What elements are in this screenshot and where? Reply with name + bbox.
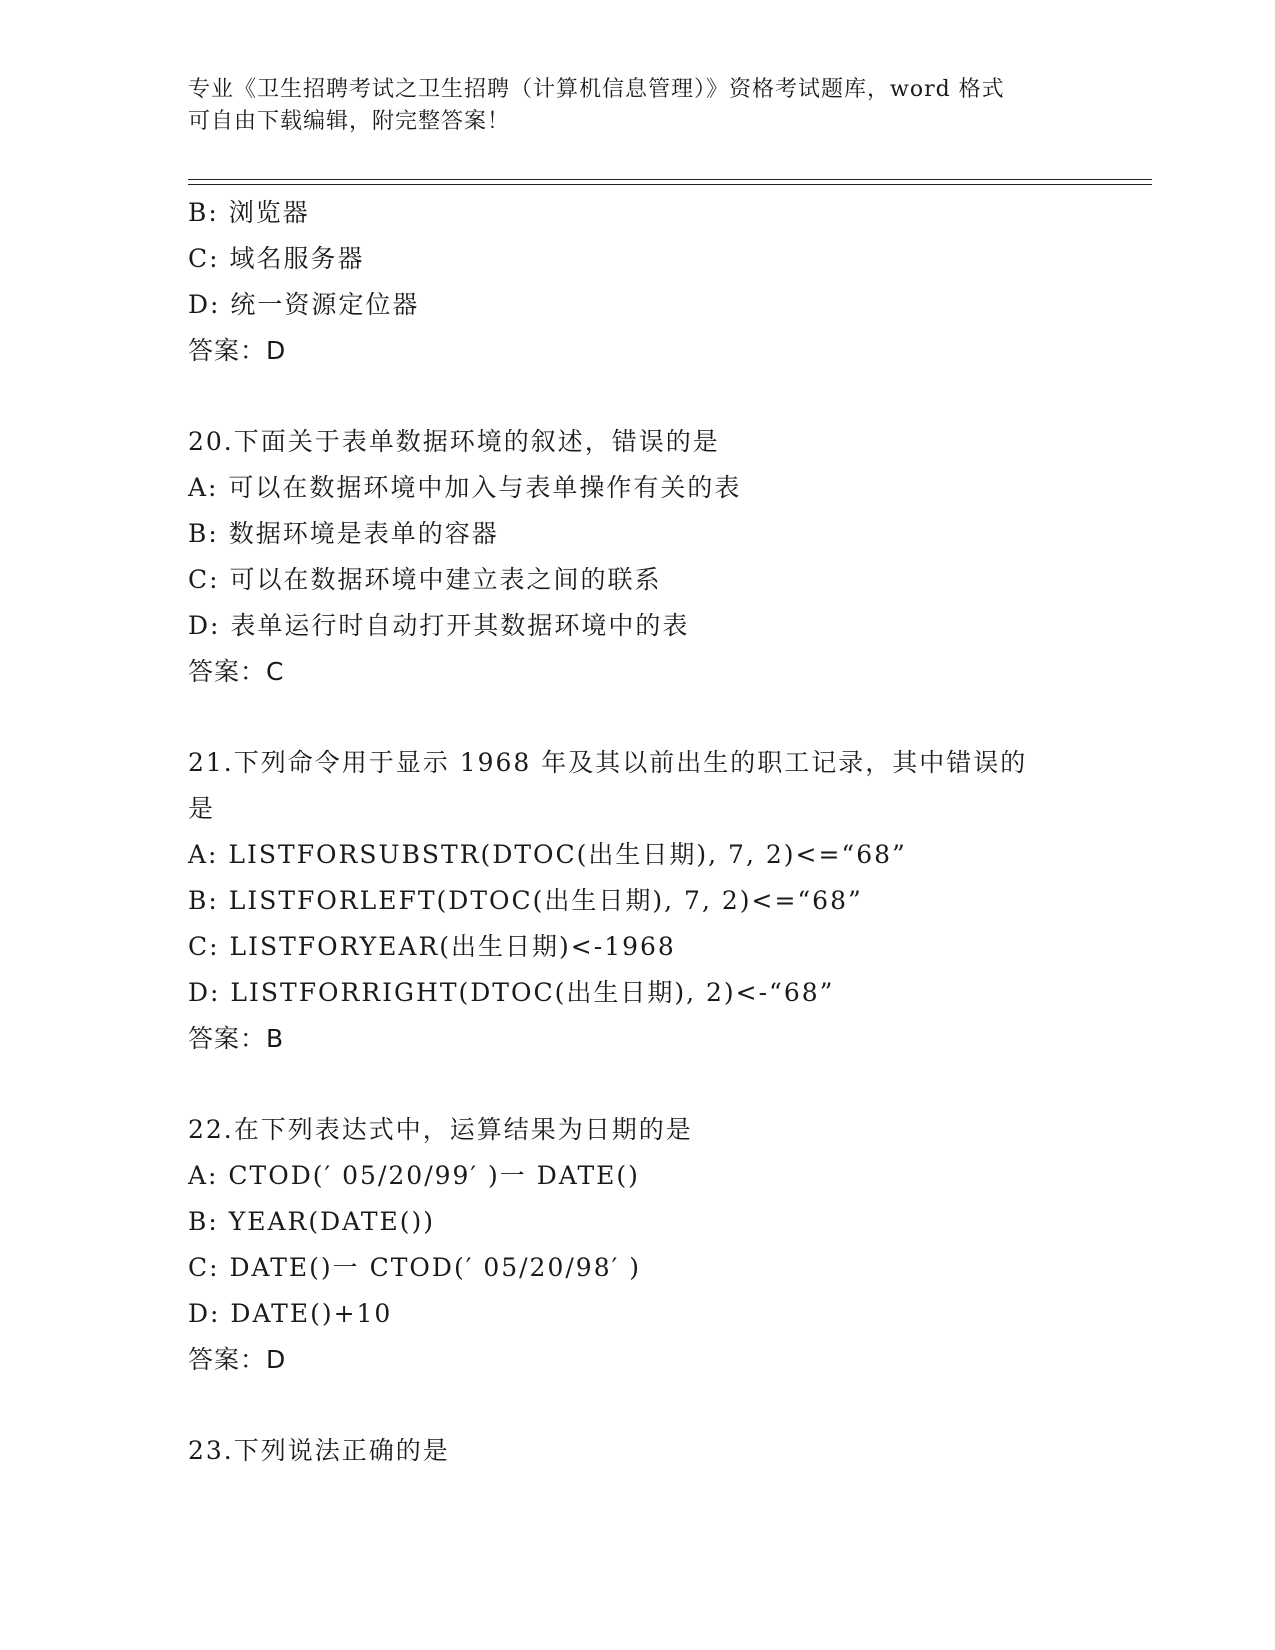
q22-question: 22.在下列表达式中，运算结果为日期的是 — [188, 1115, 693, 1144]
q21-question-line-1: 21.下列命令用于显示 1968 年及其以前出生的职工记录，其中错误的 — [188, 748, 1028, 777]
q19-option-c: C: 域名服务器 — [188, 244, 365, 273]
q22-option-a: A: CTOD(′ 05/20/99′ )一 DATE() — [188, 1161, 640, 1190]
q20-option-b: B: 数据环境是表单的容器 — [188, 519, 499, 548]
spacer — [188, 374, 1088, 419]
q20-question: 20.下面关于表单数据环境的叙述，错误的是 — [188, 427, 720, 456]
spacer — [188, 1062, 1088, 1107]
question-20-block — [188, 419, 1088, 695]
q21-option-d: D: LISTFORRIGHT(DTOC(出生日期), 2)<-“68” — [188, 978, 835, 1007]
q19-option-d: D: 统一资源定位器 — [188, 290, 420, 319]
document-header — [188, 74, 1068, 138]
q20-option-c: C: 可以在数据环境中建立表之间的联系 — [188, 565, 662, 594]
header-divider-top — [188, 179, 1152, 180]
q20-option-a: A: 可以在数据环境中加入与表单操作有关的表 — [188, 473, 742, 502]
q19-option-b: B: 浏览器 — [188, 198, 310, 227]
header-line-1: 专业《卫生招聘考试之卫生招聘（计算机信息管理）》资格考试题库，word 格式 — [188, 77, 1005, 102]
q22-option-c: C: DATE()一 CTOD(′ 05/20/98′ ) — [188, 1253, 641, 1282]
q23-question: 23.下列说法正确的是 — [188, 1436, 450, 1465]
q21-answer: 答案：B — [188, 1024, 285, 1053]
q21-option-b: B: LISTFORLEFT(DTOC(出生日期), 7, 2)<=“68” — [188, 886, 863, 915]
q20-option-d: D: 表单运行时自动打开其数据环境中的表 — [188, 611, 690, 640]
q19-answer: 答案：D — [188, 336, 287, 365]
q21-question-line-2: 是 — [188, 794, 216, 823]
q22-answer: 答案：D — [188, 1345, 287, 1374]
question-21-block — [188, 740, 1088, 1062]
question-list — [188, 190, 1088, 1474]
q22-option-b: B: YEAR(DATE()) — [188, 1207, 436, 1236]
spacer — [188, 695, 1088, 740]
q21-option-a: A: LISTFORSUBSTR(DTOC(出生日期), 7, 2)<=“68” — [188, 840, 907, 869]
q22-option-d: D: DATE()+10 — [188, 1299, 393, 1328]
question-23-block — [188, 1428, 1088, 1474]
spacer — [188, 1383, 1088, 1428]
question-19-block — [188, 190, 1088, 374]
question-22-block — [188, 1107, 1088, 1383]
q20-answer: 答案：C — [188, 657, 285, 686]
header-divider-bottom — [188, 184, 1152, 185]
q21-option-c: C: LISTFORYEAR(出生日期)<-1968 — [188, 932, 676, 961]
header-line-2: 可自由下载编辑，附完整答案！ — [188, 109, 511, 134]
